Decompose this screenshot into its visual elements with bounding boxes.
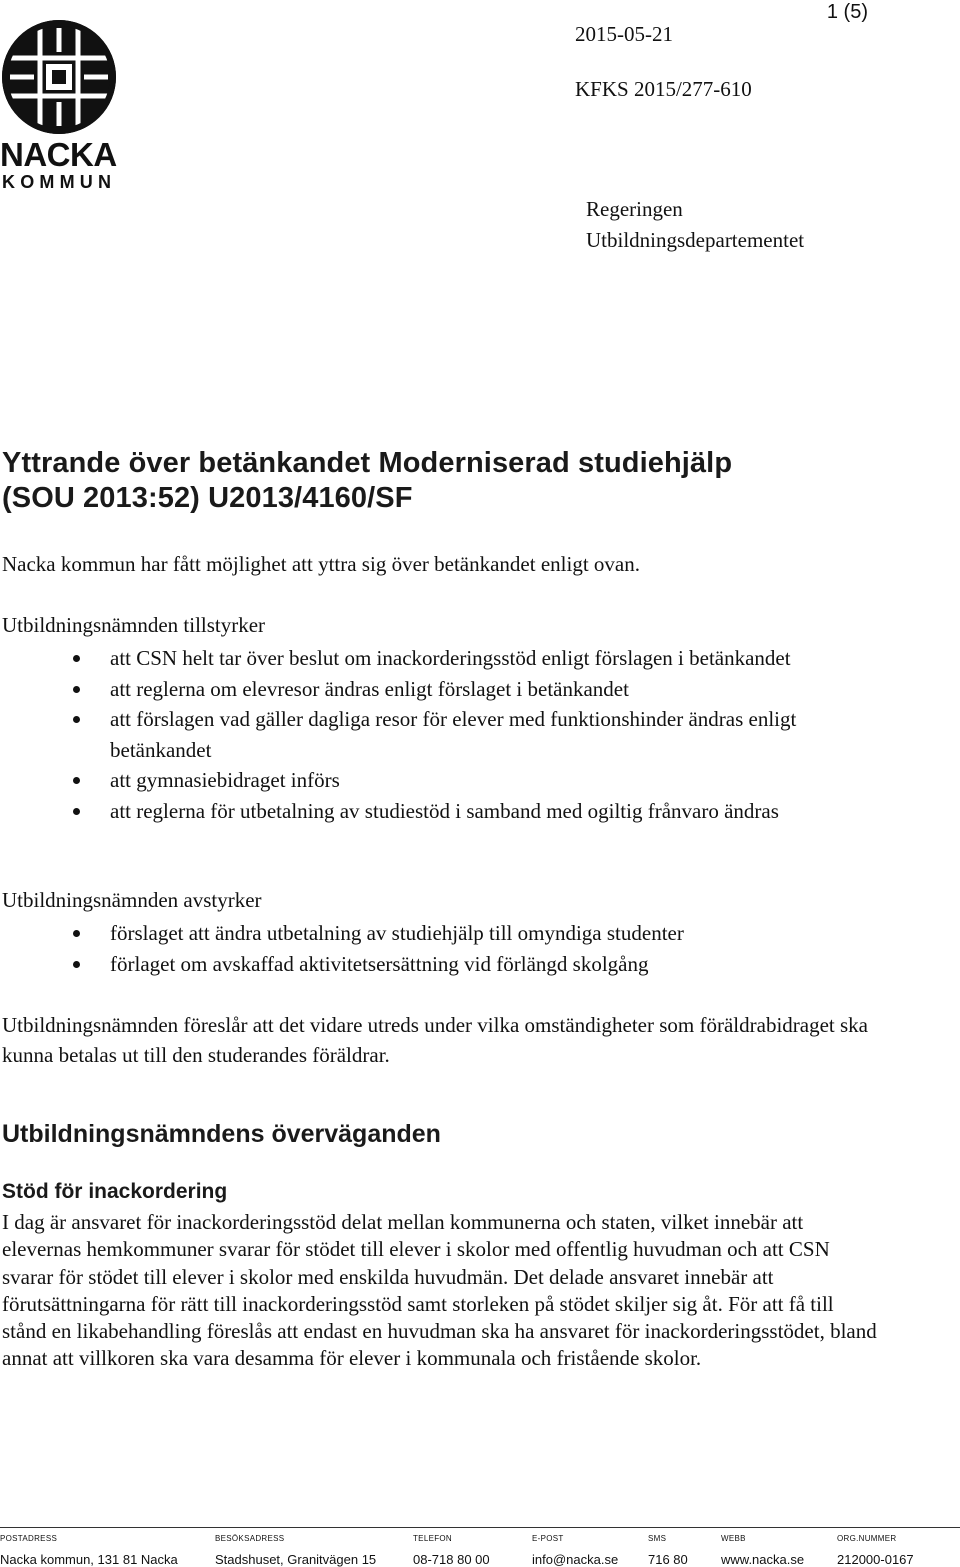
tillstyrker-label: Utbildningsnämnden tillstyrker [2, 613, 266, 637]
nacka-kommun-logo [0, 18, 122, 190]
footer [0, 1534, 960, 1566]
intro-paragraph: Nacka kommun har fått möjlighet att yttra sig över betänkandet enligt ovan. [2, 552, 640, 576]
footer-value: 212000-0167 [837, 1552, 914, 1567]
footer-value: 716 80 [648, 1552, 688, 1567]
footer-value: www.nacka.se [721, 1552, 805, 1567]
footer-orgnummer [837, 1534, 914, 1567]
list-item: att reglerna om elevresor ändras enligt förslaget i betänkandet [0, 674, 870, 705]
list-item: förlaget om avskaffad aktivitetsersättning vid förlängd skolgång [0, 949, 870, 980]
list-item: att CSN helt tar över beslut om inackorderingsstöd enligt förslagen i betänkandet [0, 643, 870, 674]
recipient-block [586, 194, 804, 256]
footer-telefon [413, 1534, 490, 1567]
sub-heading: Stöd för inackordering [2, 1180, 228, 1203]
footer-epost [532, 1534, 618, 1567]
recipient-line: Regeringen [586, 197, 683, 221]
foreslar-paragraph: Utbildningsnämnden föreslår att det vidare utreds under vilka omständigheter som föräldrabidraget ska kunna betalas ut till den studerandes föräldrar. [2, 1013, 868, 1067]
footer-sms [648, 1534, 688, 1567]
footer-label: E-POST [532, 1534, 564, 1543]
title-line: (SOU 2013:52) U2013/4160/SF [2, 482, 413, 514]
page-number: 1 (5) [826, 1, 868, 23]
list-item: att gymnasiebidraget införs [0, 765, 870, 796]
document-reference: KFKS 2015/277-610 [575, 77, 752, 101]
footer-webb [721, 1534, 804, 1567]
footer-value: Nacka kommun, 131 81 Nacka [0, 1552, 178, 1567]
footer-postadress [0, 1534, 178, 1567]
title-line: Yttrande över betänkandet Moderniserad studiehjälp [2, 447, 733, 479]
footer-value: info@nacka.se [532, 1552, 619, 1567]
section-heading: Utbildningsnämndens överväganden [2, 1120, 441, 1148]
recipient-line: Utbildningsdepartementet [586, 228, 805, 252]
document-title [2, 446, 732, 516]
footer-label: ORG.NUMMER [837, 1534, 897, 1543]
list-item: förslaget att ändra utbetalning av studiehjälp till omyndiga studenter [0, 918, 870, 949]
footer-label: POSTADRESS [0, 1534, 58, 1543]
list-item: att reglerna för utbetalning av studiestöd i samband med ogiltig frånvaro ändras [0, 796, 870, 827]
footer-divider [0, 1527, 960, 1528]
footer-label: BESÖKSADRESS [215, 1534, 285, 1543]
logo-text-nacka: NACKA [0, 136, 117, 173]
logo-text-kommun: KOMMUN [2, 172, 117, 190]
tillstyrker-list [0, 643, 870, 827]
footer-label: TELEFON [413, 1534, 452, 1543]
footer-besoksadress [215, 1534, 376, 1567]
footer-value: 08-718 80 00 [413, 1552, 490, 1567]
document-date: 2015-05-21 [575, 22, 673, 46]
footer-value: Stadshuset, Granitvägen 15 [215, 1552, 377, 1567]
list-item: att förslagen vad gäller dagliga resor för elever med funktionshinder ändras enligt betänkandet [0, 704, 870, 765]
footer-label: WEBB [721, 1534, 746, 1543]
nacka-emblem-icon [0, 18, 122, 190]
avstyrker-label: Utbildningsnämnden avstyrker [2, 888, 262, 912]
body-paragraph: I dag är ansvaret för inackorderingsstöd delat mellan kommunerna och staten, vilket innebär att elevernas hemkommuner svarar för stödet till elever i skolor med offentlig huvudman och att CSN svarar för stödet till elever i skolor med enskilda huvudmän. Det delade ansvaret innebär att förutsättningarna för rätt till inackorderingsstöd samt storleken på stödet skiljer sig åt. För att få till stånd en likabehandling föreslås att endast en huvudman ska ha ansvaret för inackorderingsstödet, bland annat att villkoren ska vara desamma för elever i kommunala och fristående skolor. [2, 1210, 877, 1371]
avstyrker-list [0, 918, 870, 979]
footer-label: SMS [648, 1534, 667, 1543]
